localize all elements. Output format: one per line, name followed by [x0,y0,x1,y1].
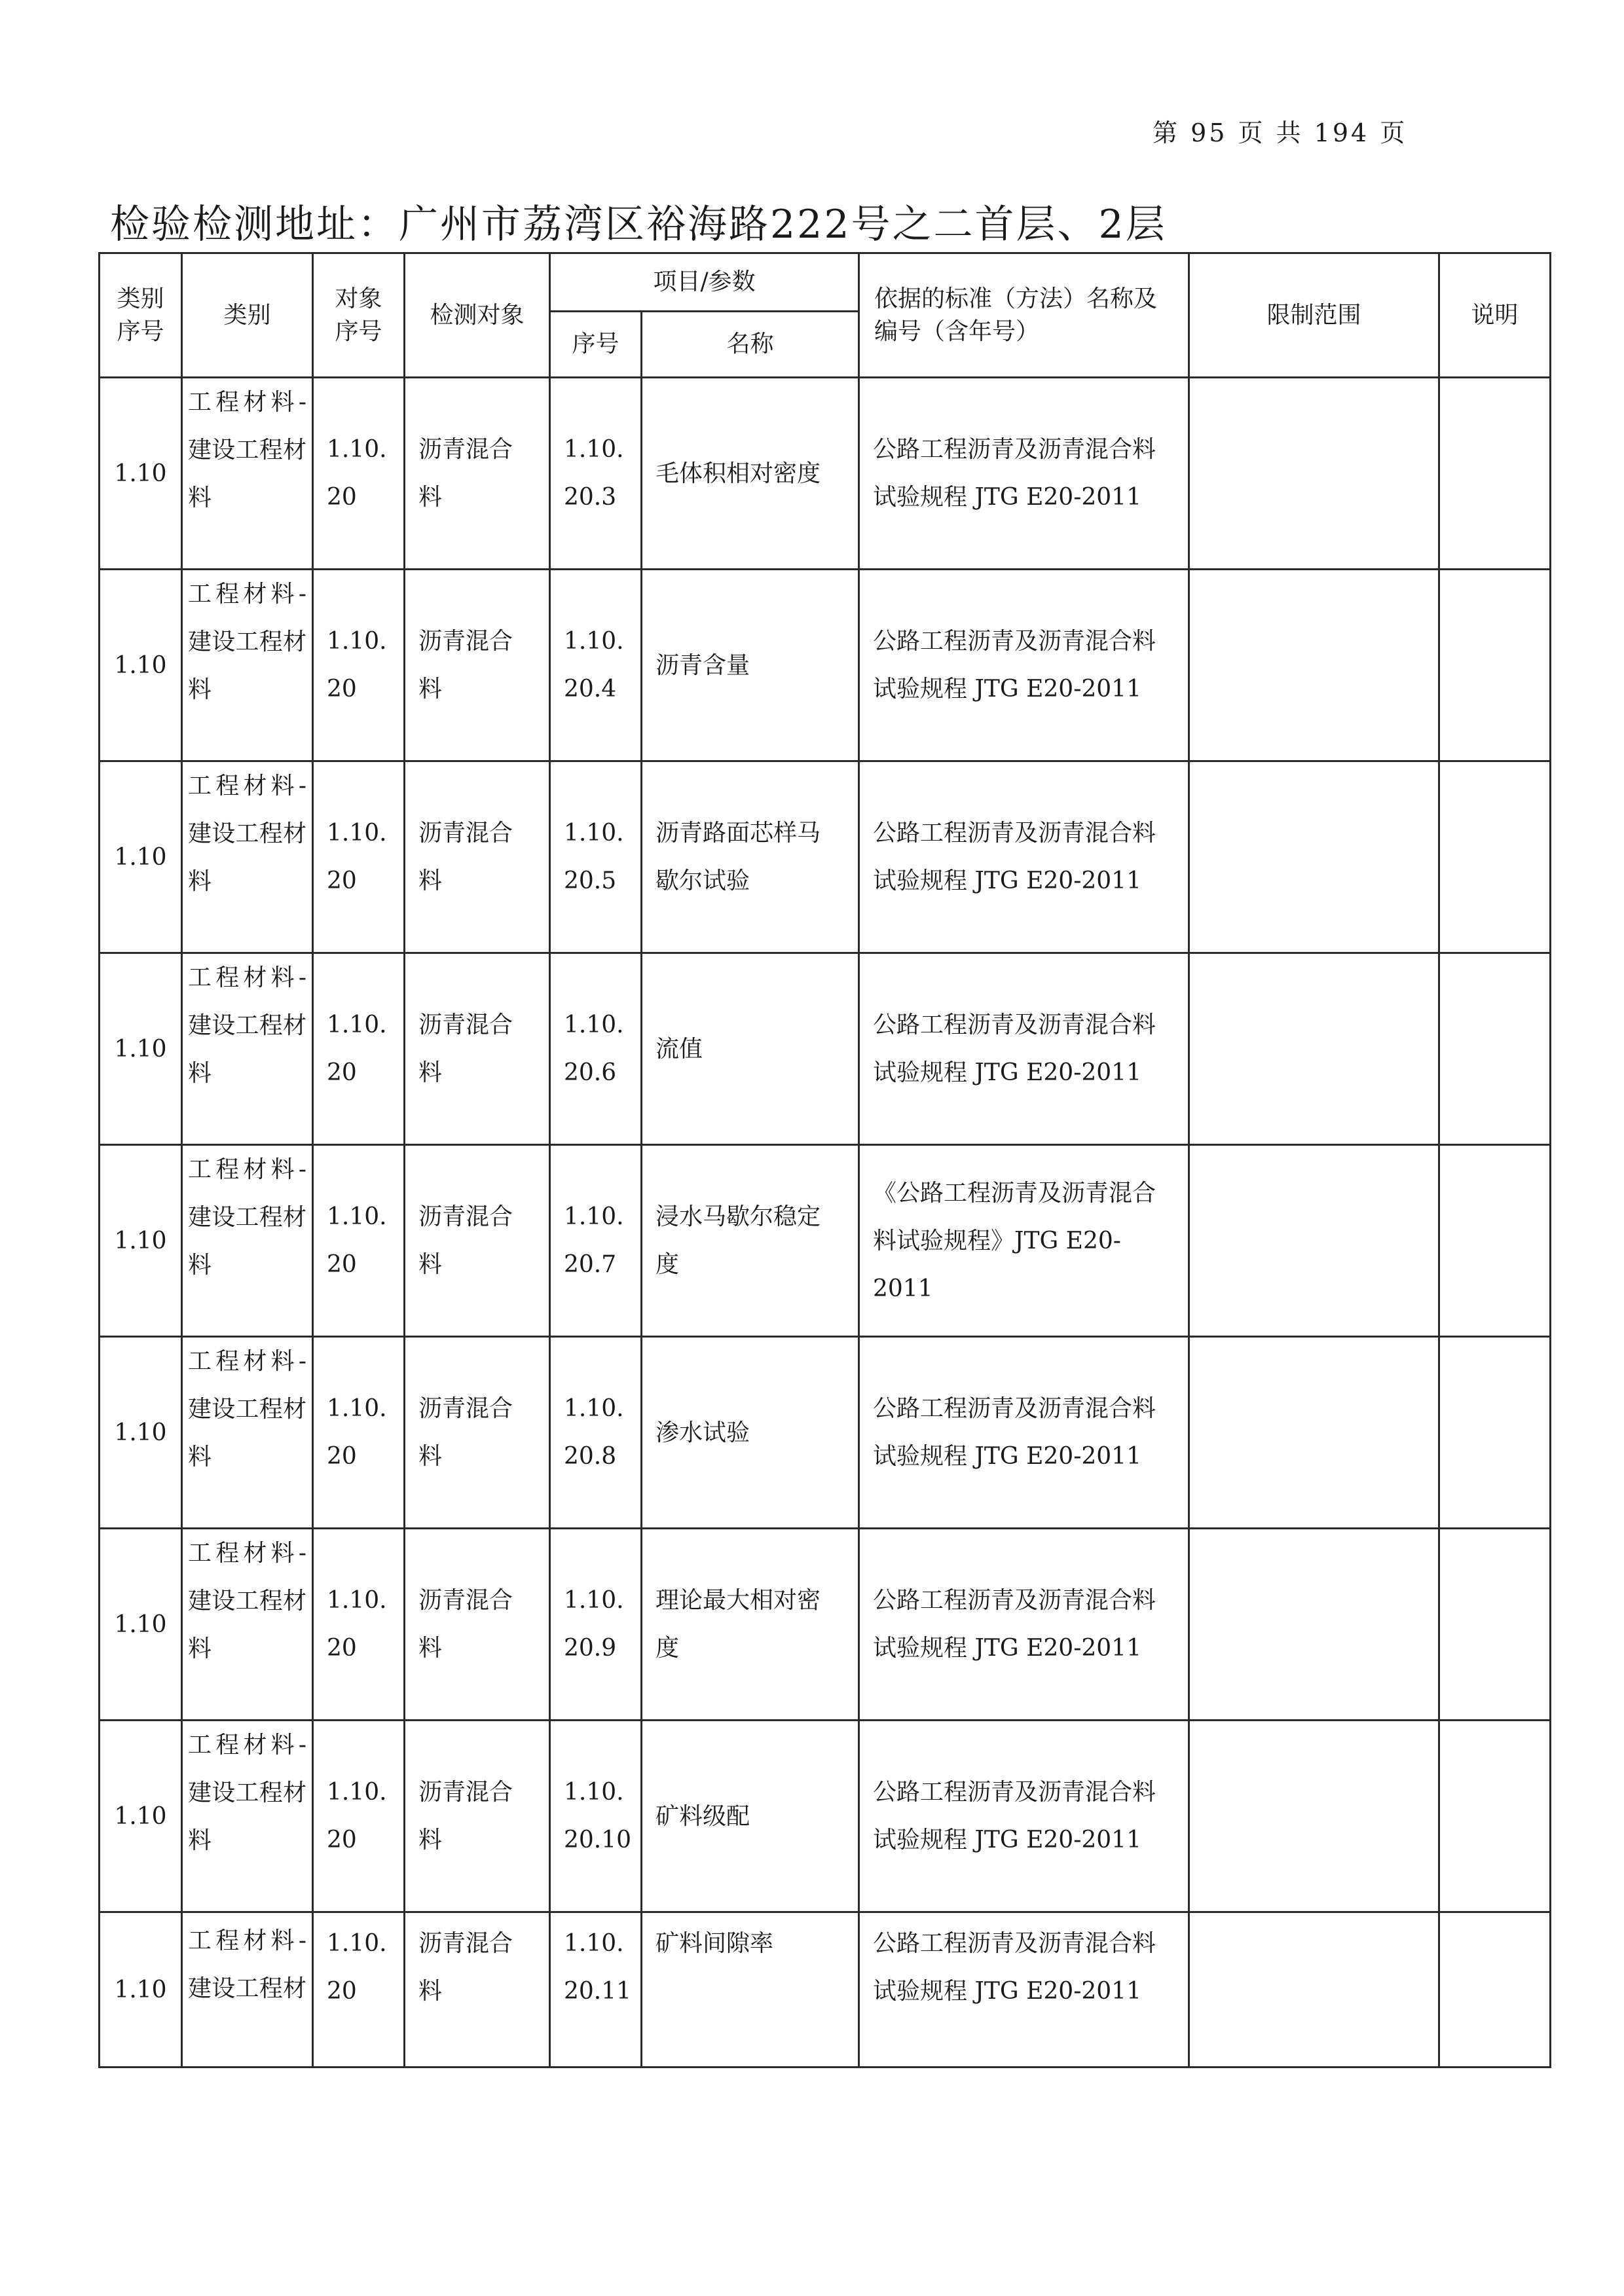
scope-table [98,252,1551,2068]
cell-object: 沥青混合 料 [405,1529,550,1721]
cell-category-no: 1.10 [100,953,182,1145]
cell-standard: 公路工程沥青及沥青混合料 试验规程 JTG E20-2011 [859,1529,1189,1721]
cell-item-no: 1.10. 20.6 [550,953,642,1145]
cell-item-no: 1.10. 20.4 [550,570,642,761]
cell-standard: 公路工程沥青及沥青混合料 试验规程 JTG E20-2011 [859,1721,1189,1912]
cell-note [1439,1529,1551,1721]
header-category: 类别 [182,253,313,378]
table-row [100,1912,1551,2068]
cell-category: 工程材料-建设工程材料 [182,1529,313,1721]
cell-note [1439,1721,1551,1912]
cell-note [1439,953,1551,1145]
header-note: 说明 [1439,253,1551,378]
cell-limit [1189,1721,1439,1912]
header-item-name: 名称 [642,312,859,378]
header-standard: 依据的标准（方法）名称及 编号（含年号） [859,253,1189,378]
table-row [100,378,1551,570]
cell-category-no: 1.10 [100,761,182,953]
test-address-heading: 检验检测地址：广州市荔湾区裕海路222号之二首层、2层 [110,202,1167,247]
cell-object-no: 1.10. 20 [313,1337,405,1529]
cell-item-no: 1.10. 20.7 [550,1145,642,1337]
table-row [100,1145,1551,1337]
cell-category: 工程材料-建设工程材 [182,1912,313,2068]
cell-category: 工程材料-建设工程材料 [182,1145,313,1337]
page-number: 第 95 页 共 194 页 [1153,118,1408,147]
cell-object: 沥青混合 料 [405,1912,550,2068]
cell-category-no: 1.10 [100,570,182,761]
cell-item-name: 沥青含量 [642,570,859,761]
cell-standard: 公路工程沥青及沥青混合料 试验规程 JTG E20-2011 [859,378,1189,570]
cell-object-no: 1.10. 20 [313,1721,405,1912]
cell-note [1439,570,1551,761]
table-row [100,953,1551,1145]
cell-object: 沥青混合 料 [405,570,550,761]
cell-object: 沥青混合 料 [405,953,550,1145]
cell-object: 沥青混合 料 [405,1145,550,1337]
cell-item-no: 1.10. 20.10 [550,1721,642,1912]
cell-item-no: 1.10. 20.8 [550,1337,642,1529]
cell-category-no: 1.10 [100,1721,182,1912]
cell-note [1439,761,1551,953]
cell-standard: 公路工程沥青及沥青混合料 试验规程 JTG E20-2011 [859,570,1189,761]
cell-limit [1189,1145,1439,1337]
cell-limit [1189,761,1439,953]
cell-item-no: 1.10. 20.9 [550,1529,642,1721]
cell-note [1439,1145,1551,1337]
cell-limit [1189,570,1439,761]
cell-item-name: 流值 [642,953,859,1145]
cell-item-name: 矿料级配 [642,1721,859,1912]
cell-standard: 《公路工程沥青及沥青混合 料试验规程》JTG E20-2011 [859,1145,1189,1337]
cell-limit [1189,1529,1439,1721]
table-row [100,1721,1551,1912]
cell-item-name: 理论最大相对密 度 [642,1529,859,1721]
cell-limit [1189,1912,1439,2068]
cell-object-no: 1.10. 20 [313,570,405,761]
table-row [100,1529,1551,1721]
cell-category: 工程材料-建设工程材料 [182,378,313,570]
cell-object-no: 1.10. 20 [313,761,405,953]
cell-standard: 公路工程沥青及沥青混合料 试验规程 JTG E20-2011 [859,953,1189,1145]
cell-standard: 公路工程沥青及沥青混合料 试验规程 JTG E20-2011 [859,1337,1189,1529]
table-row [100,761,1551,953]
cell-item-name: 沥青路面芯样马 歇尔试验 [642,761,859,953]
cell-category-no: 1.10 [100,1912,182,2068]
table-body [100,378,1551,2068]
cell-object: 沥青混合 料 [405,761,550,953]
cell-category: 工程材料-建设工程材料 [182,570,313,761]
cell-object-no: 1.10. 20 [313,1145,405,1337]
table-header-row [100,253,1551,312]
cell-item-no: 1.10. 20.11 [550,1912,642,2068]
cell-note [1439,378,1551,570]
cell-object-no: 1.10. 20 [313,953,405,1145]
cell-limit [1189,953,1439,1145]
cell-object-no: 1.10. 20 [313,378,405,570]
cell-category: 工程材料-建设工程材料 [182,1721,313,1912]
cell-object: 沥青混合 料 [405,378,550,570]
header-item-group: 项目/参数 [550,253,859,312]
cell-limit [1189,378,1439,570]
cell-note [1439,1337,1551,1529]
cell-category-no: 1.10 [100,378,182,570]
cell-item-name: 渗水试验 [642,1337,859,1529]
cell-item-no: 1.10. 20.5 [550,761,642,953]
header-limit: 限制范围 [1189,253,1439,378]
table-row [100,570,1551,761]
cell-category: 工程材料-建设工程材料 [182,953,313,1145]
cell-item-name: 矿料间隙率 [642,1912,859,2068]
cell-object-no: 1.10. 20 [313,1912,405,2068]
cell-standard: 公路工程沥青及沥青混合料 试验规程 JTG E20-2011 [859,1912,1189,2068]
cell-object: 沥青混合 料 [405,1337,550,1529]
header-category-no: 类别 序号 [100,253,182,378]
cell-object: 沥青混合 料 [405,1721,550,1912]
cell-item-no: 1.10. 20.3 [550,378,642,570]
cell-category-no: 1.10 [100,1337,182,1529]
cell-note [1439,1912,1551,2068]
cell-item-name: 浸水马歇尔稳定 度 [642,1145,859,1337]
cell-standard: 公路工程沥青及沥青混合料 试验规程 JTG E20-2011 [859,761,1189,953]
cell-category: 工程材料-建设工程材料 [182,761,313,953]
header-item-no: 序号 [550,312,642,378]
cell-category-no: 1.10 [100,1529,182,1721]
cell-limit [1189,1337,1439,1529]
cell-item-name: 毛体积相对密度 [642,378,859,570]
cell-category-no: 1.10 [100,1145,182,1337]
cell-category: 工程材料-建设工程材料 [182,1337,313,1529]
header-object: 检测对象 [405,253,550,378]
table-row [100,1337,1551,1529]
header-object-no: 对象 序号 [313,253,405,378]
cell-object-no: 1.10. 20 [313,1529,405,1721]
